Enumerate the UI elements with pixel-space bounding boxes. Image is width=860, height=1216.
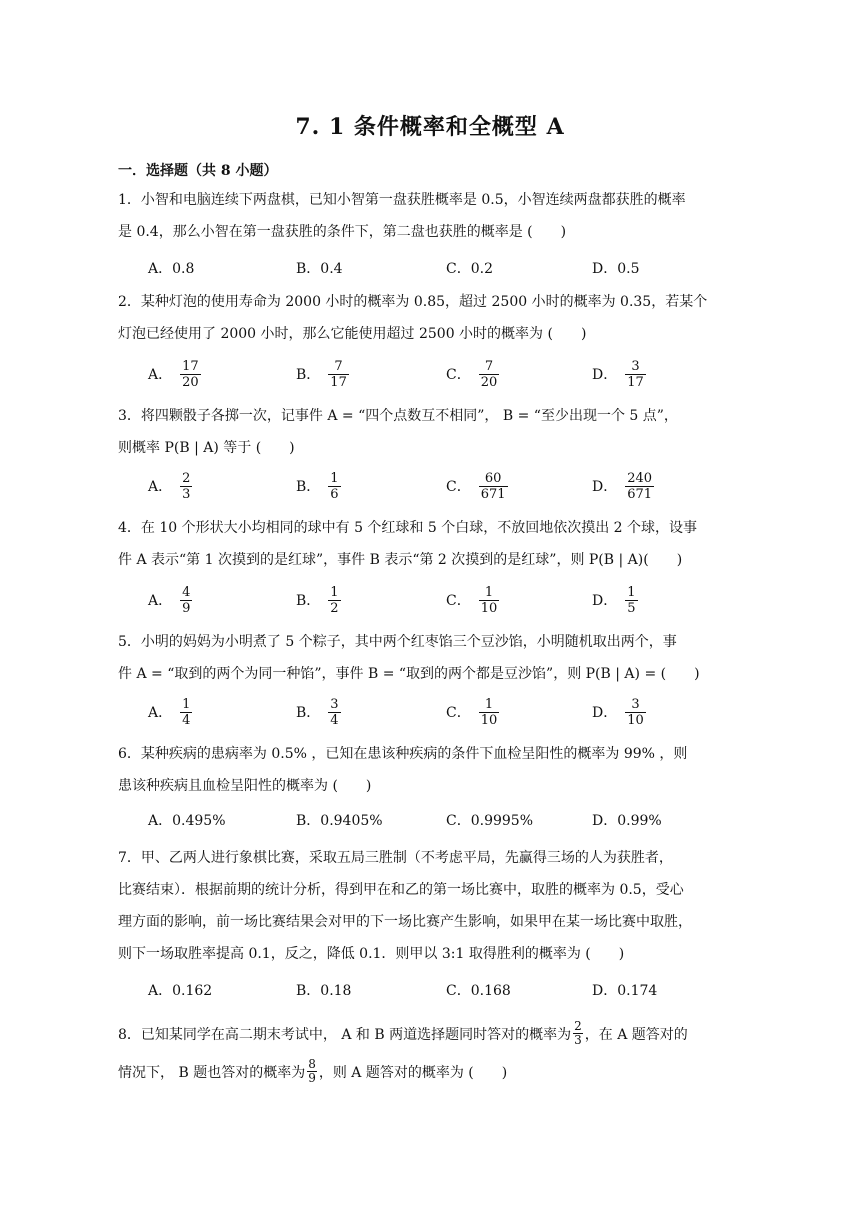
option-b bbox=[296, 466, 343, 506]
option-b: B．0.9405% bbox=[296, 813, 383, 829]
option-d: D．0.99% bbox=[592, 813, 662, 829]
fraction: $\frac{17}{20}$ bbox=[182, 358, 199, 390]
option-a bbox=[148, 692, 194, 732]
question-8 bbox=[118, 1016, 742, 1092]
fraction: $\frac{1}{4}$ bbox=[182, 696, 191, 728]
fraction: $\frac{1}{5}$ bbox=[627, 584, 636, 616]
question-3-line-2: 则概率 P(B | A) 等于 ( ) bbox=[118, 440, 295, 456]
question-1-options bbox=[148, 248, 748, 288]
option-label: C． bbox=[446, 367, 471, 383]
option-b: B．0.18 bbox=[296, 983, 352, 999]
question-4-line-2: 件 A 表示“第 1 次摸到的是红球”，事件 B 表示“第 2 次摸到的是红球”，则 P(B | A)( ) bbox=[118, 552, 683, 568]
question-2-options bbox=[148, 354, 748, 394]
question-5-options bbox=[148, 692, 748, 732]
question-8-text-a: 8．已知某同学在高二期末考试中， A 和 B 两道选择题同时答对的概率为 bbox=[118, 1027, 572, 1043]
option-c bbox=[446, 466, 510, 506]
question-7-line-2: 比赛结束）．根据前期的统计分析，得到甲在和乙的第一场比赛中，取胜的概率为 0.5，受心 bbox=[118, 882, 684, 898]
option-c: C．0.2 bbox=[446, 261, 493, 277]
option-label: B． bbox=[296, 367, 321, 383]
option-d bbox=[592, 580, 640, 620]
fraction: $\frac{1}{2}$ bbox=[330, 584, 339, 616]
question-8-text-d: ，则 A 题答对的概率为 ( ) bbox=[318, 1065, 508, 1081]
question-8-line-1 bbox=[118, 1016, 742, 1054]
fraction: $\frac{3}{4}$ bbox=[330, 696, 339, 728]
option-c bbox=[446, 580, 501, 620]
question-6-options bbox=[148, 800, 748, 840]
question-8-text-b: ，在 A 题答对的 bbox=[584, 1027, 688, 1043]
question-4-options bbox=[148, 580, 748, 620]
fraction: $\frac{7}{20}$ bbox=[480, 358, 498, 390]
question-3-line-1: 3．将四颗骰子各掷一次，记事件 A = “四个点数互不相同”， B = “至少出现一个 5 点”， bbox=[118, 408, 678, 424]
question-2-line-1: 2．某种灯泡的使用寿命为 2000 小时的概率为 0.85，超过 2500 小时的概率为 0.35，若某个 bbox=[118, 294, 708, 310]
question-1 bbox=[118, 184, 742, 248]
option-b bbox=[296, 692, 343, 732]
option-d bbox=[592, 692, 648, 732]
question-3-options bbox=[148, 466, 748, 506]
option-b: B．0.4 bbox=[296, 261, 343, 277]
question-7-line-4: 则下一场取胜率提高 0.1，反之，降低 0.1．则甲以 3:1 取得胜利的概率为 ( ) bbox=[118, 946, 625, 962]
question-6 bbox=[118, 738, 742, 802]
option-a bbox=[148, 354, 203, 394]
fraction: $\frac{3}{10}$ bbox=[627, 696, 644, 728]
question-7-line-3: 理方面的影响，前一场比赛结果会对甲的下一场比赛产生影响，如果甲在某一场比赛中取胜， bbox=[118, 914, 692, 930]
option-b bbox=[296, 580, 343, 620]
question-8-line-2 bbox=[118, 1054, 742, 1092]
question-2 bbox=[118, 286, 742, 350]
option-a bbox=[148, 466, 194, 506]
option-label: A． bbox=[148, 367, 173, 383]
fraction: $\frac{7}{17}$ bbox=[330, 358, 347, 390]
fraction: $\frac{2}{3}$ bbox=[574, 1018, 582, 1047]
fraction: $\frac{4}{9}$ bbox=[182, 584, 191, 616]
fraction: $\frac{2}{3}$ bbox=[182, 470, 191, 502]
question-3 bbox=[118, 400, 742, 464]
question-1-line-2: 是 0.4，那么小智在第一盘获胜的条件下，第二盘也获胜的概率是 ( ) bbox=[118, 224, 567, 240]
option-label: D． bbox=[592, 705, 618, 721]
question-1-line-1: 1．小智和电脑连续下两盘棋，已知小智第一盘获胜概率是 0.5，小智连续两盘都获胜的概率 bbox=[118, 192, 686, 208]
option-label: D． bbox=[592, 593, 618, 609]
option-c: C．0.9995% bbox=[446, 813, 534, 829]
option-d: D．0.5 bbox=[592, 261, 640, 277]
fraction: $\frac{60}{671}$ bbox=[480, 470, 506, 502]
option-d bbox=[592, 466, 656, 506]
question-5-line-1: 5．小明的妈妈为小明煮了 5 个粽子，其中两个红枣馅三个豆沙馅，小明随机取出两个，事 bbox=[118, 634, 677, 650]
option-c: C．0.168 bbox=[446, 983, 511, 999]
question-5-line-2: 件 A = “取到的两个为同一种馅”，事件 B = “取到的两个都是豆沙馅”，则 P(B | A) = ( ) bbox=[118, 666, 700, 682]
option-d: D．0.174 bbox=[592, 983, 658, 999]
option-label: A． bbox=[148, 479, 173, 495]
option-c bbox=[446, 692, 501, 732]
fraction: $\frac{8}{9}$ bbox=[308, 1056, 316, 1085]
option-label: A． bbox=[148, 705, 173, 721]
fraction: $\frac{3}{17}$ bbox=[627, 358, 644, 390]
option-d bbox=[592, 354, 648, 394]
question-6-line-1: 6．某种疾病的患病率为 0.5% ，已知在患该种疾病的条件下血检呈阳性的概率为 99% ，则 bbox=[118, 746, 688, 762]
option-a: A．0.162 bbox=[148, 983, 213, 999]
question-7-options bbox=[148, 970, 748, 1010]
fraction: $\frac{1}{10}$ bbox=[480, 584, 498, 616]
question-7-line-1: 7．甲、乙两人进行象棋比赛，采取五局三胜制（不考虑平局，先赢得三场的人为获胜者， bbox=[118, 850, 673, 866]
section-heading: 一．选择题（共 8 小题） bbox=[118, 163, 278, 179]
option-a: A．0.8 bbox=[148, 261, 195, 277]
document-title: 7. 1 条件概率和全概型 A bbox=[295, 114, 565, 140]
question-4-line-1: 4．在 10 个形状大小均相同的球中有 5 个红球和 5 个白球，不放回地依次摸出 2 个球，设事 bbox=[118, 520, 698, 536]
option-label: B． bbox=[296, 705, 321, 721]
option-c bbox=[446, 354, 501, 394]
fraction: $\frac{240}{671}$ bbox=[627, 470, 653, 502]
question-4 bbox=[118, 512, 742, 576]
question-5 bbox=[118, 626, 742, 690]
option-label: D． bbox=[592, 479, 618, 495]
option-label: A． bbox=[148, 593, 173, 609]
option-label: C． bbox=[446, 705, 471, 721]
question-2-line-2: 灯泡已经使用了 2000 小时，那么它能使用超过 2500 小时的概率为 ( ) bbox=[118, 326, 587, 342]
option-b bbox=[296, 354, 351, 394]
question-6-line-2: 患该种疾病且血检呈阳性的概率为 ( ) bbox=[118, 778, 372, 794]
fraction: $\frac{1}{6}$ bbox=[330, 470, 339, 502]
option-a bbox=[148, 580, 194, 620]
option-label: D． bbox=[592, 367, 618, 383]
option-a: A．0.495% bbox=[148, 813, 226, 829]
option-label: B． bbox=[296, 593, 321, 609]
option-label: B． bbox=[296, 479, 321, 495]
option-label: C． bbox=[446, 479, 471, 495]
question-8-text-c: 情况下， B 题也答对的概率为 bbox=[118, 1065, 306, 1081]
fraction: $\frac{1}{10}$ bbox=[480, 696, 498, 728]
question-7 bbox=[118, 842, 742, 970]
option-label: C． bbox=[446, 593, 471, 609]
